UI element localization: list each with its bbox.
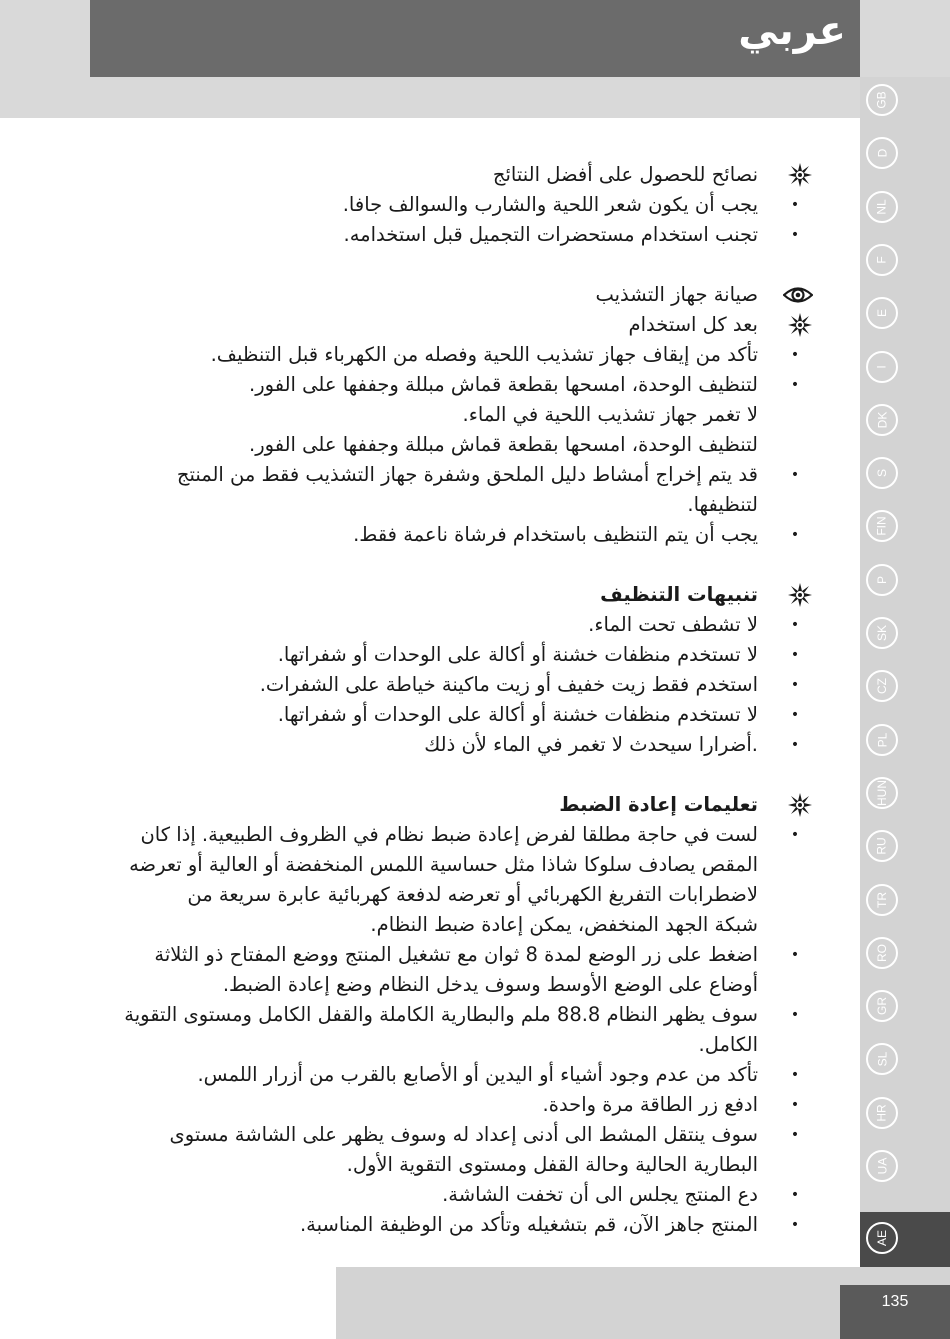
bullet-dot-icon: • (790, 1097, 800, 1113)
reset-heading: تعليمات إعادة الضبط (559, 793, 758, 816)
bullet-dot-icon: • (790, 737, 800, 753)
list-item-text: الكامل. (698, 1033, 758, 1056)
list-item-line (118, 1210, 800, 1240)
bullet-dot-icon: • (790, 1217, 800, 1233)
list-item (118, 1210, 800, 1240)
language-tab-label: SK (874, 624, 889, 642)
language-tab-label: PL (875, 732, 889, 747)
cleaning-heading-line (118, 580, 758, 610)
eye-icon (783, 282, 813, 308)
language-tab-ae[interactable] (866, 1222, 898, 1254)
bullet-dot-icon: • (790, 1067, 800, 1083)
list-item-line (118, 1060, 800, 1090)
list-item-line (118, 1180, 800, 1210)
list-item (118, 940, 800, 1000)
list-item (118, 220, 800, 250)
list-item-text: تأكد من عدم وجود أشياء أو اليدين أو الأصابع بالقرب من أزرار اللمس. (197, 1063, 758, 1086)
language-tab-label: S (874, 469, 889, 478)
page-number-box (840, 1285, 950, 1339)
bullet-dot-icon: • (790, 677, 800, 693)
cleaning-heading: تنبيهات التنظيف (600, 583, 758, 606)
bullet-dot-icon: • (790, 197, 800, 213)
list-item-text: المنتج جاهز الآن، قم بتشغيله وتأكد من الوظيفة المناسبة. (299, 1213, 758, 1236)
language-tab-p[interactable] (866, 564, 898, 596)
list-item-line (118, 820, 800, 850)
language-tab-label: F (875, 256, 889, 264)
list-item-line (118, 1150, 758, 1180)
list-item-text: يجب أن يكون شعر اللحية والشارب والسوالف جافا. (342, 193, 758, 216)
list-item (118, 610, 800, 640)
language-tab-label: I (875, 364, 889, 369)
language-tab-label: GR (875, 997, 889, 1016)
sparkle-icon (787, 162, 813, 188)
list-item-line (118, 850, 758, 880)
sparkle-icon (787, 792, 813, 818)
list-item-text: المقص يصادف سلوكا شاذا مثل حساسية اللمس المنخفضة أو العالية أو تعرضه (129, 853, 758, 876)
bullet-dot-icon: • (790, 1007, 800, 1023)
list-item-text: لا تشطف تحت الماء. (588, 613, 758, 636)
language-tab-nl[interactable] (866, 191, 898, 223)
bullet-dot-icon: • (790, 377, 800, 393)
bullet-dot-icon: • (790, 1127, 800, 1143)
language-tab-hun[interactable] (866, 777, 898, 809)
list-item (118, 1090, 800, 1120)
language-tab-label: GB (875, 91, 889, 109)
bullet-dot-icon: • (790, 827, 800, 843)
list-item (118, 700, 800, 730)
tips-heading-line (118, 160, 758, 190)
reset-heading-line (118, 790, 758, 820)
list-item-text: لا تغمر جهاز تشذيب اللحية في الماء. (462, 403, 758, 426)
language-tab-label: UA (874, 1157, 889, 1175)
list-item-text: لتنظيف الوحدة، امسحها بقطعة قماش مبللة وجففها على الفور. (249, 433, 758, 456)
list-item-text: .أضرارا سيحدث لا تغمر في الماء لأن ذلك (424, 733, 758, 756)
list-item (118, 730, 800, 760)
list-item-text: لا تستخدم منظفات خشنة أو أكالة على الوحدات أو شفراتها. (277, 703, 758, 726)
language-tab-ru[interactable] (866, 830, 898, 862)
language-tab-label: DK (874, 411, 889, 429)
language-tab-e[interactable] (866, 297, 898, 329)
sparkle-icon (787, 582, 813, 608)
maintenance-heading-line (118, 280, 758, 310)
language-tab-label: HR (875, 1104, 889, 1122)
bullet-dot-icon: • (790, 707, 800, 723)
language-tab-label: CZ (875, 678, 889, 695)
language-tab-gr[interactable] (866, 990, 898, 1022)
bullet-dot-icon: • (790, 647, 800, 663)
language-tab-label: D (874, 148, 889, 158)
list-item (118, 340, 800, 370)
title-bar (90, 0, 860, 77)
list-item-line (118, 1000, 800, 1030)
bullet-dot-icon: • (790, 947, 800, 963)
list-item-text: اضغط على زر الوضع لمدة 8 ثوان مع تشغيل المنتج ووضع المفتاح ذو الثلاثة (154, 943, 758, 966)
list-item-line (118, 1090, 800, 1120)
list-item (118, 670, 800, 700)
page-title: عربي (738, 8, 846, 54)
list-item-text: يجب أن يتم التنظيف باستخدام فرشاة ناعمة فقط. (353, 523, 758, 546)
list-item-text: سوف يظهر النظام 88.8 ملم والبطارية الكاملة والقفل الكامل ومستوى التقوية (124, 1003, 758, 1026)
list-item-text: سوف ينتقل المشط الى أدنى إعداد له وسوف يظهر على الشاشة مستوى (169, 1123, 758, 1146)
list-item (118, 820, 800, 940)
list-item-text: لتنظيف الوحدة، امسحها بقطعة قماش مبللة وجففها على الفور. (249, 373, 758, 396)
bullet-dot-icon: • (790, 467, 800, 483)
language-tab-label: TR (875, 891, 889, 908)
list-item-text: لا تستخدم منظفات خشنة أو أكالة على الوحدات أو شفراتها. (277, 643, 758, 666)
list-item-text: ادفع زر الطاقة مرة واحدة. (542, 1093, 758, 1116)
maintenance-heading: صيانة جهاز التشذيب (595, 283, 758, 306)
language-tab-dk[interactable] (866, 404, 898, 436)
language-tab-label: RO (875, 943, 889, 962)
language-tab-label: E (874, 309, 889, 318)
language-tab-label: P (874, 575, 889, 584)
bullet-dot-icon: • (790, 617, 800, 633)
list-item (118, 400, 758, 430)
list-item (118, 1180, 800, 1210)
list-item-line (118, 1120, 800, 1150)
language-tab-label: AE (874, 1229, 889, 1247)
language-tab-hr[interactable] (866, 1097, 898, 1129)
language-tab-i[interactable] (866, 351, 898, 383)
language-tab-ua[interactable] (866, 1150, 898, 1182)
language-tab-ro[interactable] (866, 937, 898, 969)
bullet-dot-icon: • (790, 1187, 800, 1203)
language-tab-gb[interactable] (866, 84, 898, 116)
language-tab-f[interactable] (866, 244, 898, 276)
list-item-text: أوضاع على الوضع الأوسط وسوف يدخل النظام وضع إعادة الضبط. (222, 973, 758, 996)
list-item (118, 430, 758, 460)
list-item-text: تأكد من إيقاف جهاز تشذيب اللحية وفصله من الكهرباء قبل التنظيف. (210, 343, 758, 366)
list-item (118, 640, 800, 670)
reset-list (118, 820, 800, 1240)
list-item-line (118, 910, 758, 940)
list-item-text: استخدم فقط زيت خفيف أو زيت ماكينة خياطة على الشفرات. (259, 673, 758, 696)
list-item-text: دع المنتج يجلس الى أن تخفت الشاشة. (442, 1183, 758, 1206)
language-tab-s[interactable] (866, 457, 898, 489)
list-item (118, 460, 800, 520)
list-item-text: شبكة الجهد المنخفض، يمكن إعادة ضبط النظام. (370, 913, 758, 936)
tips-heading: نصائح للحصول على أفضل النتائج (492, 163, 758, 186)
list-item (118, 1120, 800, 1180)
language-tab-tr[interactable] (866, 884, 898, 916)
bullet-dot-icon: • (790, 227, 800, 243)
language-tab-label: NL (875, 198, 889, 215)
language-tab-sk[interactable] (866, 617, 898, 649)
language-tab-pl[interactable] (866, 724, 898, 756)
list-item-text: البطارية الحالية وحالة القفل ومستوى التقوية الأول. (346, 1153, 758, 1176)
list-item-line (118, 970, 758, 1000)
list-item (118, 1000, 800, 1060)
list-item (118, 1060, 800, 1090)
page-number: 135 (881, 1293, 909, 1310)
language-tab-label: HUN (875, 779, 889, 806)
list-item-line (118, 1030, 758, 1060)
maintenance-subheading: بعد كل استخدام (628, 313, 758, 336)
list-item-text: لست في حاجة مطلقا لفرض إعادة ضبط نظام في الظروف الطبيعية. إذا كان (140, 823, 758, 846)
list-item (118, 520, 800, 550)
maintenance-subheading-line (118, 310, 758, 340)
list-item-line (118, 940, 800, 970)
bullet-dot-icon: • (790, 347, 800, 363)
language-tab-label: SL (875, 1052, 889, 1067)
content (118, 160, 800, 1240)
list-item-text: تجنب استخدام مستحضرات التجميل قبل استخدامه. (343, 223, 758, 246)
list-item (118, 190, 800, 220)
language-tab-label: RU (875, 837, 889, 855)
bullet-dot-icon: • (790, 527, 800, 543)
language-tab-label: FIN (875, 516, 889, 537)
list-item-text: لاضطرابات التفريغ الكهربائي أو تعرضه لدفعة كهربائية عابرة سريعة من (187, 883, 758, 906)
list-item-text: قد يتم إخراج أمشاط دليل الملحق وشفرة جهاز التشذيب فقط من المنتج لتنظيفها. (176, 463, 758, 516)
sparkle-icon (787, 312, 813, 338)
list-item (118, 370, 800, 400)
list-item-line (118, 880, 758, 910)
